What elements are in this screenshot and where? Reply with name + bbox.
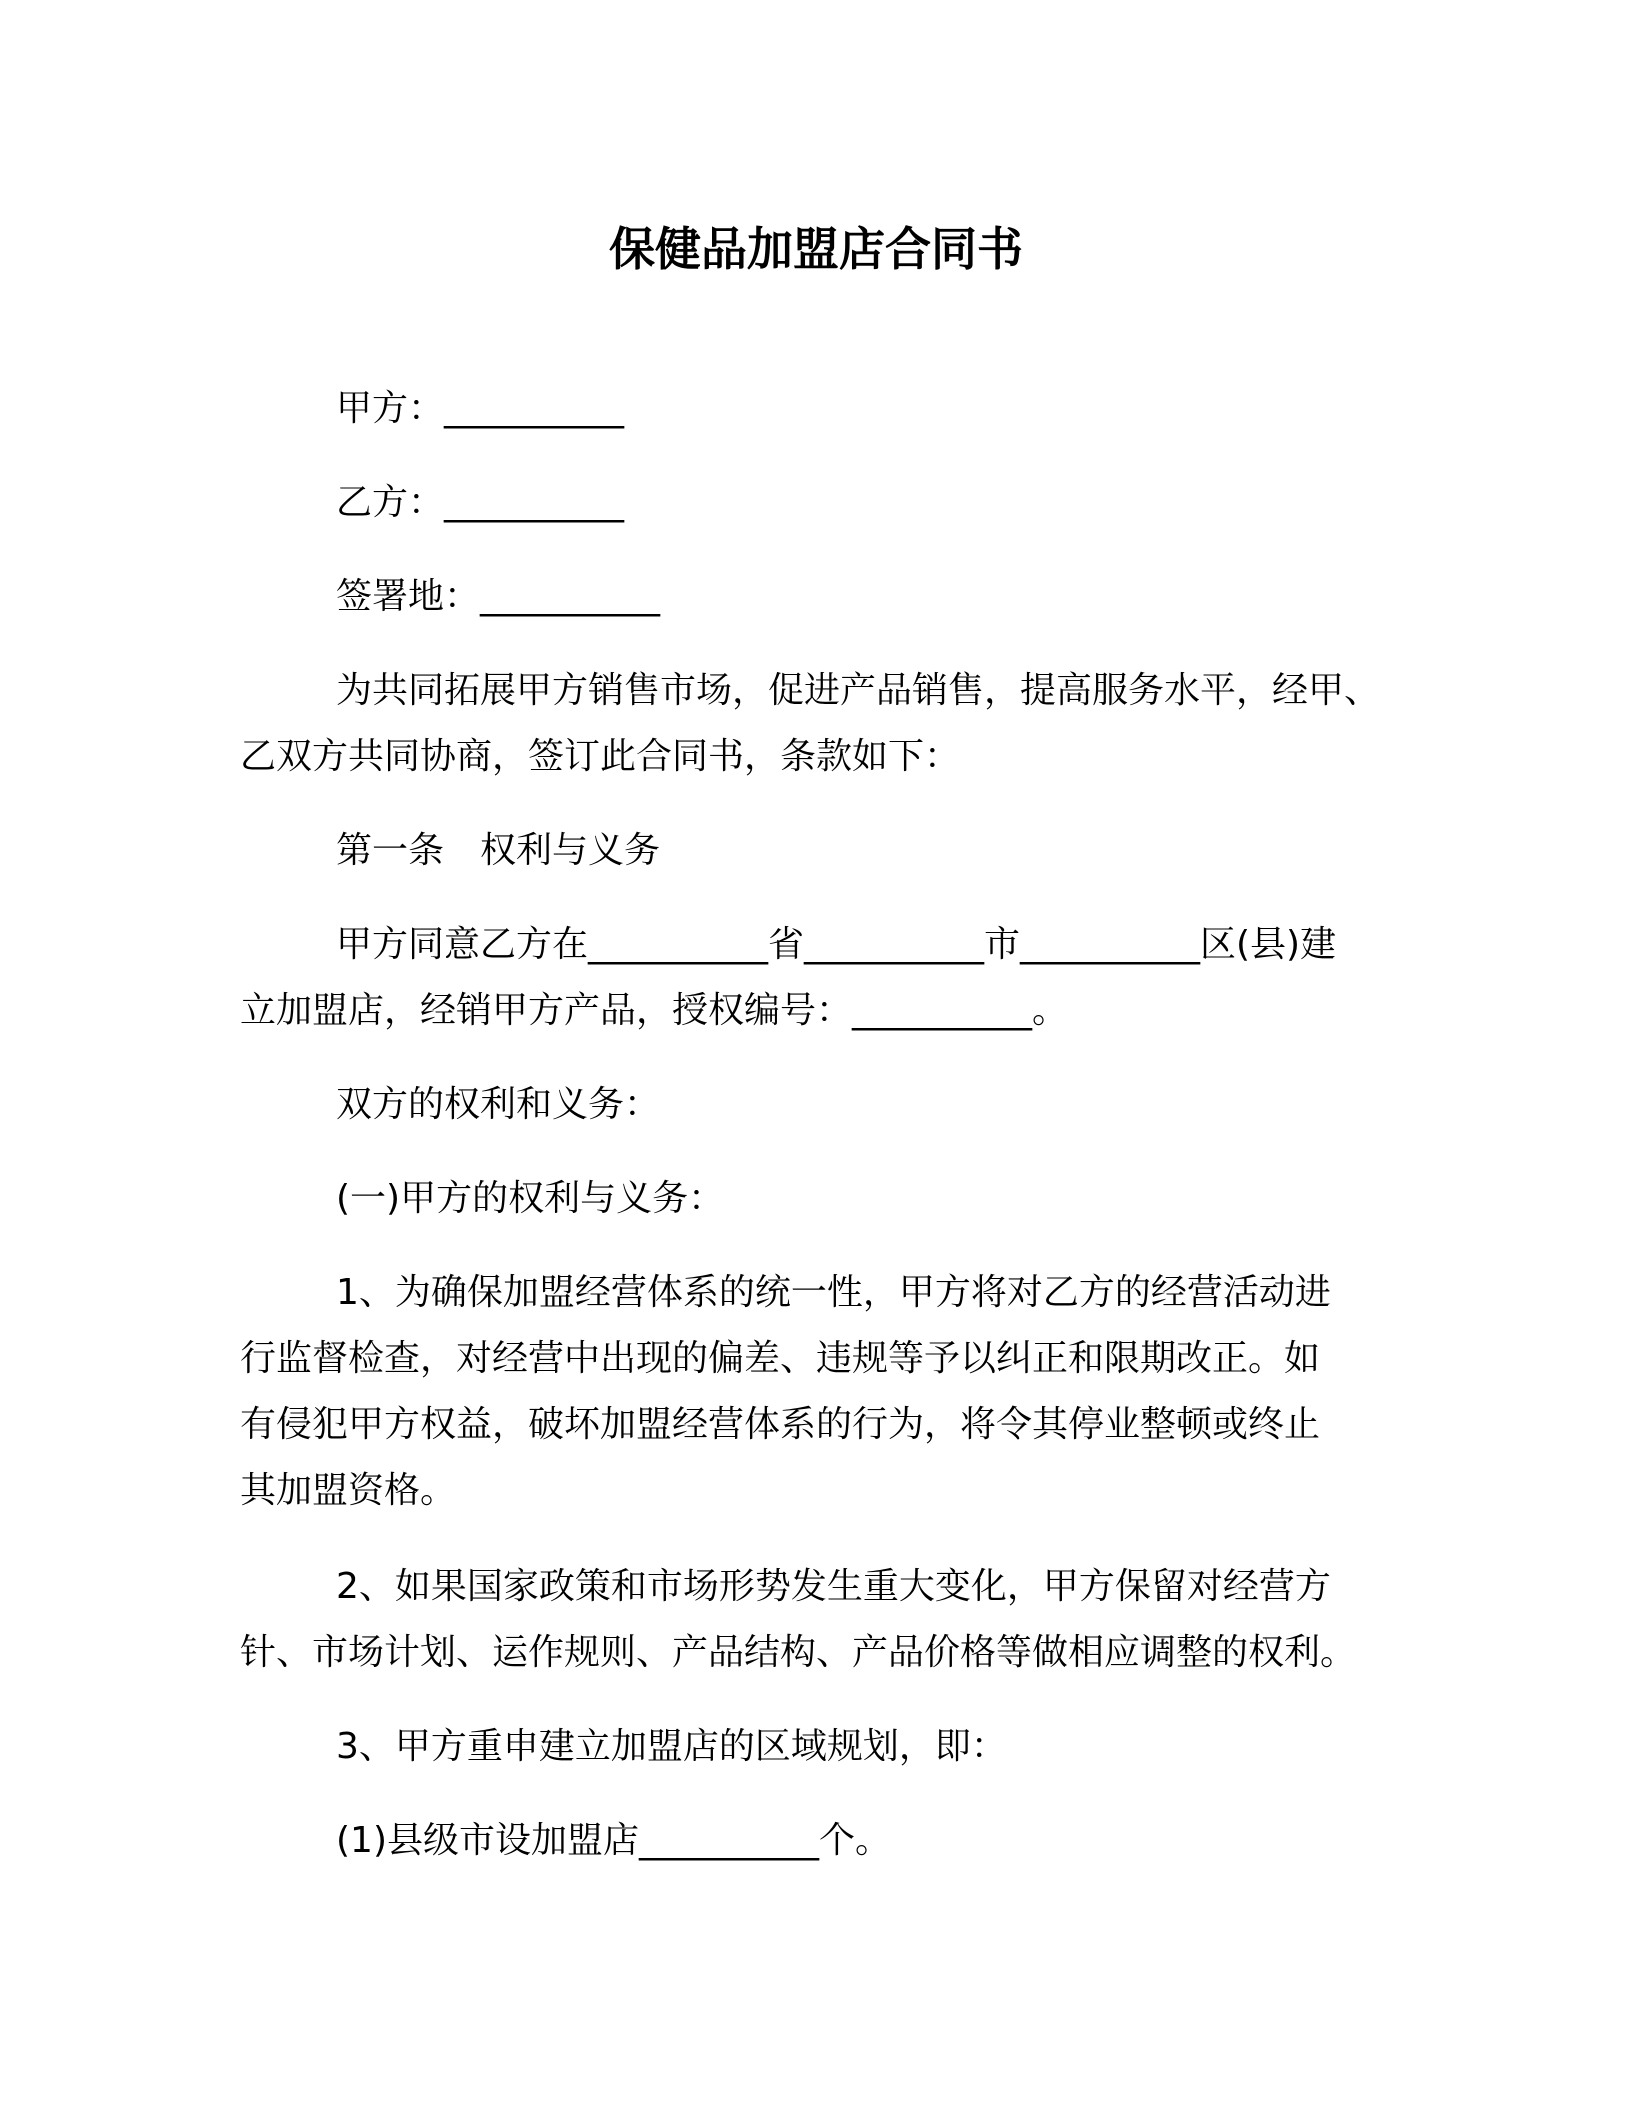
text-line: 为共同拓展甲方销售市场，促进产品销售，提高服务水平，经甲、: [336, 670, 1381, 711]
clause-3-paragraph: [240, 1714, 1410, 1780]
text-line: 甲方：__________: [336, 388, 625, 429]
text-line: 签署地：__________: [336, 576, 661, 617]
text-line: 乙方：__________: [336, 482, 625, 523]
text-line: 立加盟店，经销甲方产品，授权编号：__________。: [240, 990, 1069, 1031]
clause-1-paragraph: [240, 1260, 1410, 1524]
text-line: 1、为确保加盟经营体系的统一性，甲方将对乙方的经营活动进: [336, 1272, 1331, 1313]
text-line: (一)甲方的权利与义务：: [336, 1178, 725, 1219]
signing-place-line: [240, 564, 1410, 630]
preamble-paragraph: [240, 658, 1410, 790]
party-a-rights-heading: [240, 1166, 1410, 1232]
text-line: 有侵犯甲方权益，破坏加盟经营体系的行为，将令其停业整顿或终止: [240, 1404, 1321, 1445]
text-line: 针、市场计划、运作规则、产品结构、产品价格等做相应调整的权利。: [240, 1632, 1357, 1673]
party-a-line: [240, 376, 1410, 442]
text-line: 其加盟资格。: [240, 1470, 457, 1511]
text-line: 乙双方共同协商，签订此合同书，条款如下：: [240, 736, 961, 777]
clause-2-paragraph: [240, 1554, 1410, 1686]
text-line: 甲方同意乙方在__________省__________市__________区(县)建: [336, 924, 1337, 965]
text-line: 第一条 权利与义务: [336, 830, 661, 871]
text-line: 3、甲方重申建立加盟店的区域规划，即：: [336, 1726, 1007, 1767]
document-title: 保健品加盟店合同书: [609, 222, 1023, 276]
rights-obligations-heading: [240, 1072, 1410, 1138]
article-one-heading: [240, 818, 1410, 884]
clause-3-item-1: [240, 1808, 1410, 1874]
text-line: (1)县级市设加盟店__________个。: [336, 1820, 891, 1861]
store-location-paragraph: [240, 912, 1410, 1044]
text-line: 2、如果国家政策和市场形势发生重大变化，甲方保留对经营方: [336, 1566, 1331, 1607]
party-b-line: [240, 470, 1410, 536]
text-line: 行监督检查，对经营中出现的偏差、违规等予以纠正和限期改正。如: [240, 1338, 1321, 1379]
text-line: 双方的权利和义务：: [336, 1084, 661, 1125]
